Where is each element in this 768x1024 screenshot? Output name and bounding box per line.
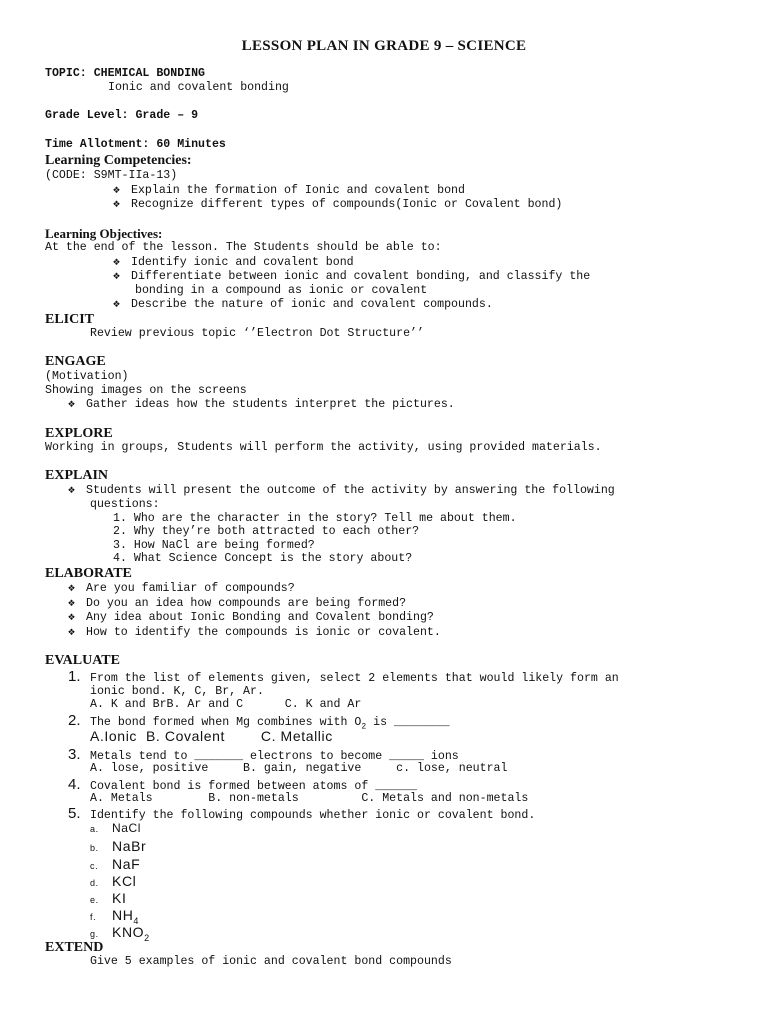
extend-text: Give 5 examples of ionic and covalent bond compounds (90, 955, 452, 968)
explain-question: 2. Why they’re both attracted to each other? (113, 525, 420, 538)
evaluate-question-3-choices: A. lose, positive B. gain, negative c. lose, neutral (90, 762, 508, 775)
competencies-heading: Learning Competencies: (45, 153, 192, 168)
explain-heading: EXPLAIN (45, 468, 109, 483)
diamond-bullet-icon: ❖ (68, 626, 75, 639)
diamond-bullet-icon: ❖ (68, 484, 75, 497)
elaborate-item: ❖ Are you familiar of compounds? (68, 582, 295, 595)
evaluate-question-4: 4. Covalent bond is formed between atoms of ______ (68, 776, 417, 793)
evaluate-question-4-choices: A. Metals B. non-metals C. Metals and non-metals (90, 792, 529, 805)
explain-question: 4. What Science Concept is the story about? (113, 552, 413, 565)
page-title: LESSON PLAN IN GRADE 9 – SCIENCE (241, 38, 527, 54)
compound-item: f. $NH_4$ (90, 907, 140, 926)
explain-question: 1. Who are the character in the story? Tell me about them. (113, 512, 517, 525)
engage-text: Showing images on the screens (45, 384, 247, 397)
explore-heading: EXPLORE (45, 426, 113, 441)
evaluate-heading: EVALUATE (45, 653, 120, 668)
compound-item: b. NaBr (90, 838, 147, 854)
diamond-bullet-icon: ❖ (68, 398, 75, 411)
compound-item: d. KCl (90, 873, 137, 889)
objectives-heading: Learning Objectives: (45, 226, 163, 241)
explain-bullet-continuation: questions: (90, 498, 160, 511)
explain-question: 3. How NaCl are being formed? (113, 539, 315, 552)
explore-text: Working in groups, Students will perform the activity, using provided materials. (45, 441, 602, 454)
compound-item: c. NaF (90, 856, 141, 872)
engage-bullet: ❖ Gather ideas how the students interpret the pictures. (68, 398, 455, 411)
topic-label: TOPIC: CHEMICAL BONDING (45, 67, 206, 80)
evaluate-question-1: 1. From the list of elements given, select 2 elements that would likely form an (68, 668, 619, 685)
elicit-text: Review previous topic ‘’Electron Dot Structure’’ (90, 327, 424, 340)
evaluate-question-2: 2. The bond formed when Mg combines with $O_2$ is ________ (68, 712, 450, 732)
objective-item: ❖ Identify ionic and covalent bond (113, 256, 354, 269)
diamond-bullet-icon: ❖ (68, 597, 75, 610)
diamond-bullet-icon: ❖ (113, 298, 120, 311)
compound-item: g. $KNO_2$ (90, 924, 150, 943)
objective-item-continuation: bonding in a compound as ionic or covalent (135, 284, 428, 297)
diamond-bullet-icon: ❖ (68, 582, 75, 595)
elaborate-heading: ELABORATE (45, 566, 132, 581)
elicit-heading: ELICIT (45, 312, 95, 327)
evaluate-question-1-choices: A. K and BrB. Ar and C C. K and Ar (90, 698, 362, 711)
evaluate-question-3: 3. Metals tend to _______ electrons to become _____ ions (68, 746, 459, 763)
evaluate-question-5: 5. Identify the following compounds whether ionic or covalent bond. (68, 805, 536, 822)
elaborate-item: ❖ How to identify the compounds is ionic or covalent. (68, 626, 441, 639)
competency-item: ❖ Recognize different types of compounds(Ionic or Covalent bond) (113, 198, 563, 211)
explain-bullet: ❖ Students will present the outcome of the activity by answering the following (68, 484, 615, 497)
objective-item: ❖ Describe the nature of ionic and covalent compounds. (113, 298, 493, 311)
elaborate-item: ❖ Any idea about Ionic Bonding and Covalent bonding? (68, 611, 434, 624)
compound-item: e. KI (90, 890, 127, 906)
evaluate-question-1-continuation: ionic bond. K, C, Br, Ar. (90, 685, 264, 698)
time-allotment: Time Allotment: 60 Minutes (45, 138, 226, 151)
compound-item: a. NaCl (90, 821, 142, 835)
topic-subtitle: Ionic and covalent bonding (108, 81, 289, 94)
diamond-bullet-icon: ❖ (113, 198, 120, 211)
elaborate-item: ❖ Do you an idea how compounds are being formed? (68, 597, 407, 610)
competencies-code: (CODE: S9MT-IIa-13) (45, 169, 178, 182)
engage-heading: ENGAGE (45, 354, 106, 369)
diamond-bullet-icon: ❖ (113, 256, 120, 269)
objectives-intro: At the end of the lesson. The Students should be able to: (45, 241, 442, 254)
objective-item: ❖ Differentiate between ionic and covalent bonding, and classify the (113, 270, 591, 283)
diamond-bullet-icon: ❖ (113, 270, 120, 283)
diamond-bullet-icon: ❖ (68, 611, 75, 624)
competency-item: ❖ Explain the formation of Ionic and covalent bond (113, 184, 465, 197)
evaluate-question-2-choices: A.Ionic B. Covalent C. Metallic (90, 728, 333, 744)
extend-heading: EXTEND (45, 940, 104, 955)
grade-level: Grade Level: Grade – 9 (45, 109, 199, 122)
diamond-bullet-icon: ❖ (113, 184, 120, 197)
engage-motivation: (Motivation) (45, 370, 129, 383)
